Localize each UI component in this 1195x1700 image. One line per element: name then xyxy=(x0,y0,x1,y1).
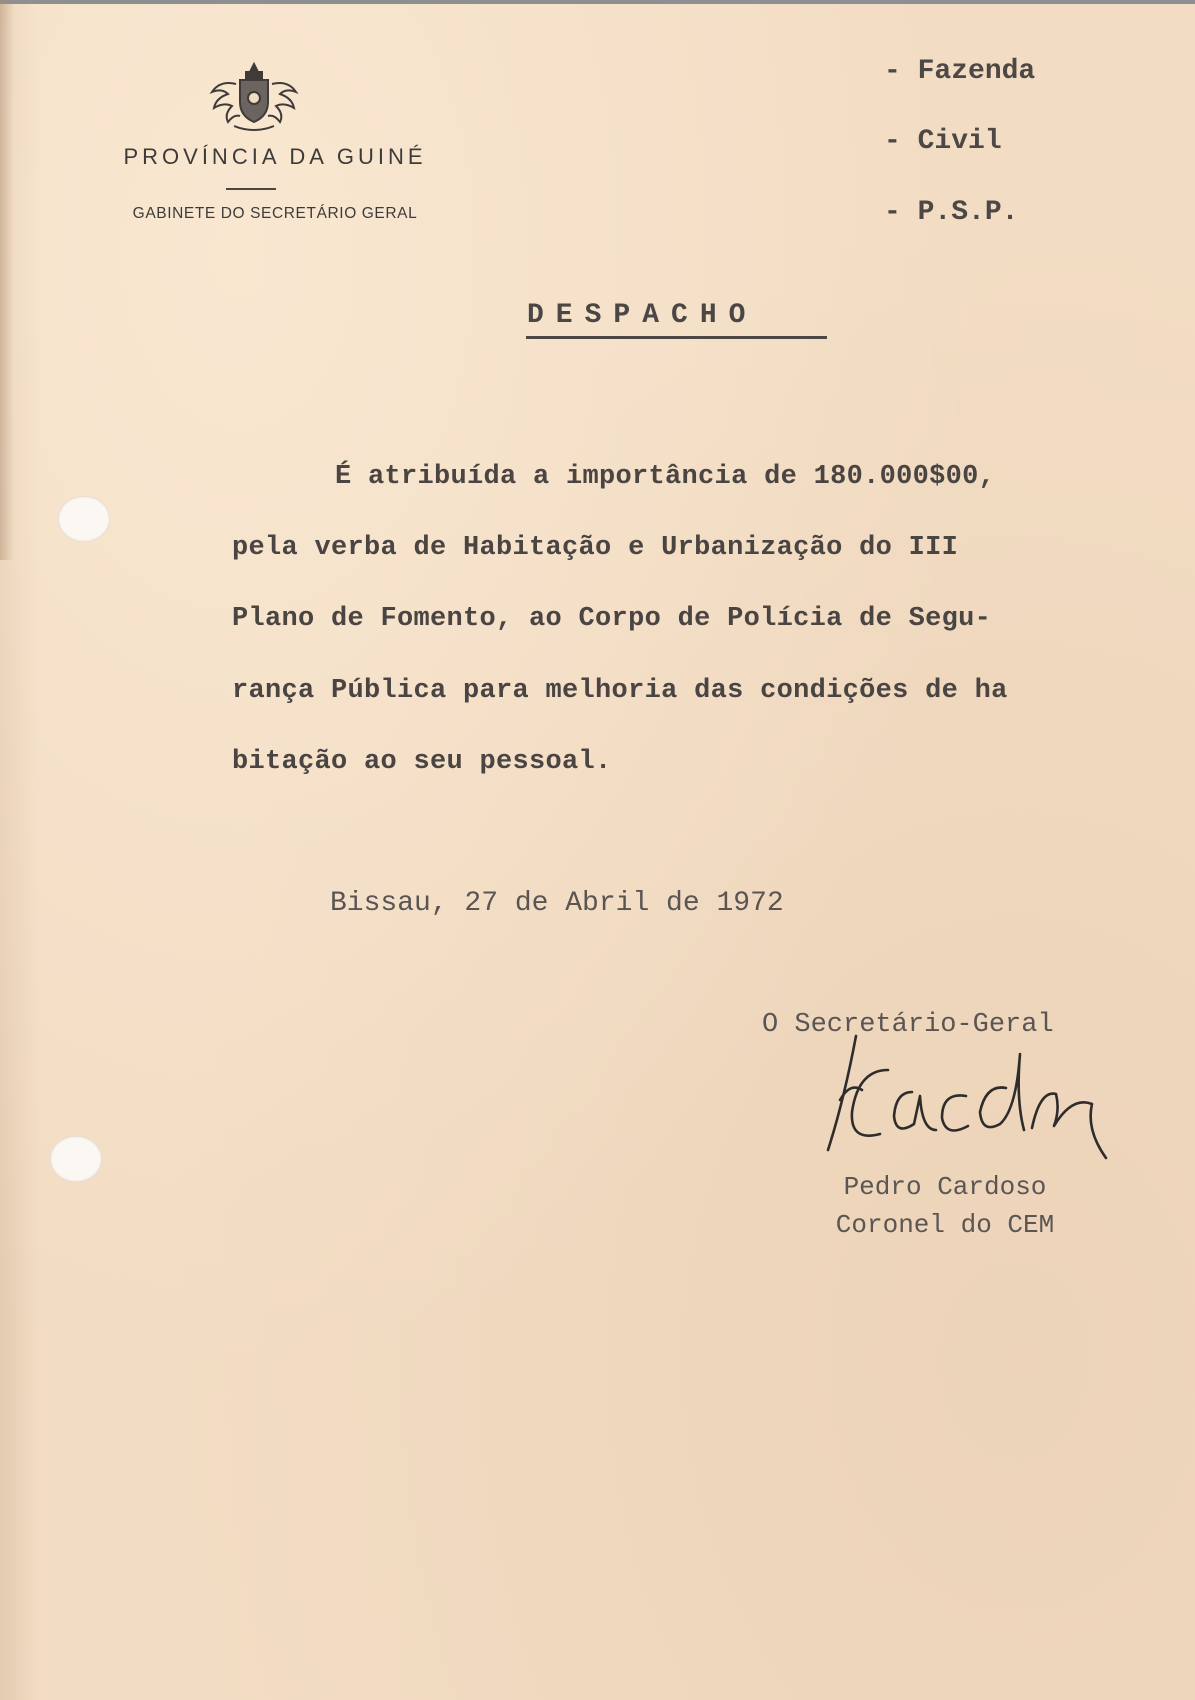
office-subtitle: GABINETE DO SECRETÁRIO GERAL xyxy=(132,205,418,222)
body-line: pela verba de Habitação e Urbanização do III xyxy=(232,533,959,563)
body-line: bitação ao seu pessoal. xyxy=(232,747,612,777)
province-title: PROVÍNCIA DA GUINÉ xyxy=(123,144,427,169)
heading-underline xyxy=(526,336,827,339)
body-line: É atribuída a importância de 180.000$00, xyxy=(335,462,996,492)
scan-edge xyxy=(0,0,1195,4)
distribution-item: - Civil xyxy=(884,126,1002,157)
signatory-rank: Coronel do CEM xyxy=(835,1210,1055,1240)
handwritten-signature xyxy=(810,1030,1130,1170)
body-line: Plano de Fomento, ao Corpo de Polícia de Segu- xyxy=(232,604,992,634)
signatory-name: Pedro Cardoso xyxy=(843,1172,1047,1202)
distribution-item: - Fazenda xyxy=(884,56,1036,87)
document-heading: DESPACHO xyxy=(527,300,758,331)
punch-hole xyxy=(50,1136,102,1182)
distribution-item: - P.S.P. xyxy=(884,197,1019,228)
punch-hole xyxy=(58,496,110,542)
coat-of-arms-icon xyxy=(206,58,302,134)
body-line: rança Pública para melhoria das condições de ha xyxy=(232,676,1008,706)
dateline: Bissau, 27 de Abril de 1972 xyxy=(330,888,784,919)
signatory-role: O Secretário-Geral xyxy=(762,1010,1054,1040)
paper-fold-shadow xyxy=(0,0,14,560)
letterhead-divider xyxy=(226,188,276,190)
